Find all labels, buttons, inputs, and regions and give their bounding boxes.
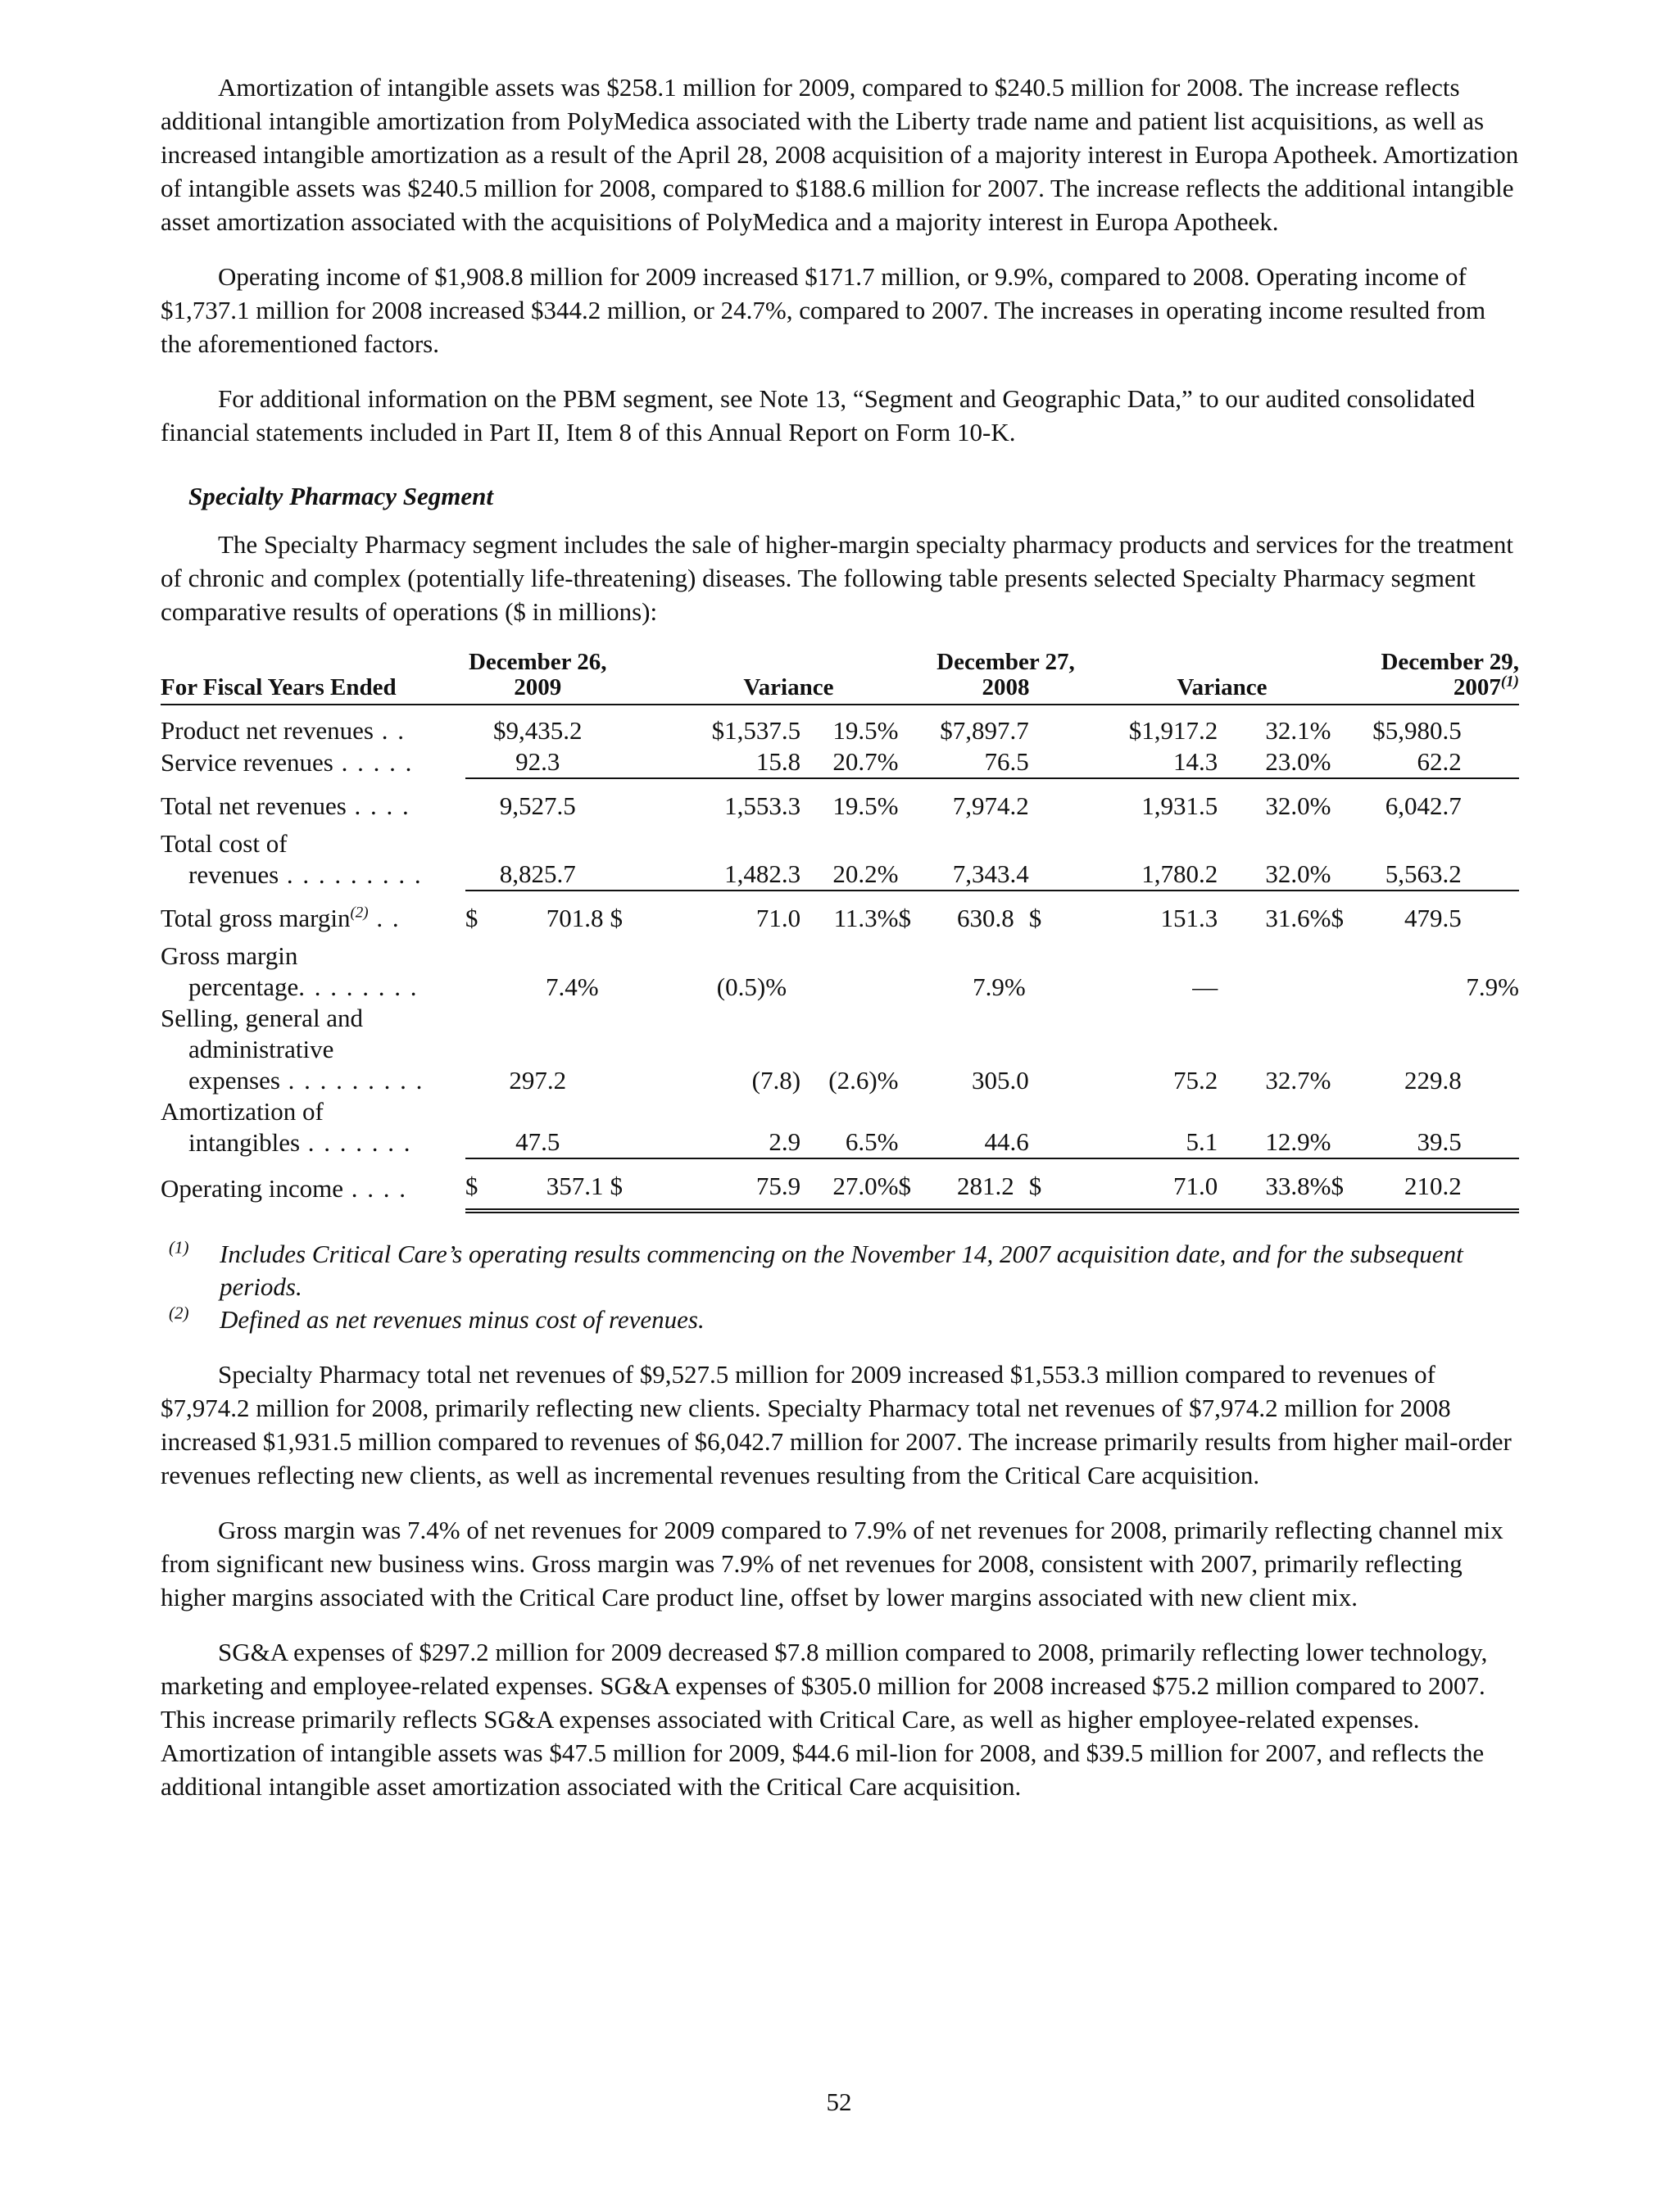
- gross-margin-footnote-ref: (2): [350, 904, 369, 922]
- variance2-amount: 1,931.5: [1141, 791, 1218, 820]
- paragraph-pbm-reference: For additional information on the PBM segment, see Note 13, “Segment and Geographic Data,” to our audited consolidated financial statements included in Part II, Item 8 of this Annual Report on Form 10-K.: [161, 384, 1476, 446]
- table-row-service-revenues: [161, 746, 1519, 778]
- variance2-amount: 5.1: [1029, 1096, 1218, 1158]
- paragraph-net-revenues: Specialty Pharmacy total net revenues of $9,527.5 million for 2009 increased $1,553.3 million compared to revenues of $7,974.2 million for 2008, primarily reflecting new clients. Specialty Pharmacy total net revenues of $7,974.2 million for 2008 increased $1,931.5 million compared to revenues of $6,042.7 million for 2007. The increase primarily results from higher mail-order revenues reflecting new clients, as well as incremental revenues resulting from the Critical Care acquisition.: [161, 1360, 1512, 1489]
- header-2009-line2: 2009: [465, 675, 610, 705]
- paragraph-sga-expenses: SG&A expenses of $297.2 million for 2009 decreased $7.8 million compared to 2008, primarily reflecting lower technology, marketing and employee-related expenses. SG&A expenses of $305.0 million for 2008 increased $75.2 million compared to 2007. This increase primarily reflects SG&A expenses associated with Critical Care, as well as higher employee-related expenses. Amortization of intangible assets was $47.5 million for 2009, $44.6 mil-lion for 2008, and $39.5 million for 2007, and reflects the additional intangible asset amortization associated with the Critical Care acquisition.: [161, 1638, 1488, 1801]
- value-2007: 7.9%: [1466, 972, 1519, 1001]
- variance2-amount: 71.0: [1113, 1158, 1218, 1211]
- value-2009: 297.2: [509, 1066, 567, 1095]
- dollar-sign: $: [1028, 904, 1042, 932]
- footnote-1: [161, 1238, 1519, 1303]
- page-number: 52: [826, 2087, 852, 2116]
- dollar-sign: $: [899, 1158, 921, 1211]
- header-2008-line1: December 27,: [937, 649, 1075, 675]
- table-header-row-2: [161, 675, 1519, 705]
- header-2007-footnote-ref: (1): [1500, 673, 1519, 691]
- footnote-2: [161, 1303, 1519, 1336]
- variance1-percent: 11.3%: [833, 904, 899, 932]
- value-2008: 7,343.4: [899, 828, 1029, 891]
- variance2-percent: 31.6%: [1265, 904, 1331, 932]
- specialty-pharmacy-results-table: [161, 650, 1519, 1213]
- table-row-sga-expenses: [161, 1003, 1519, 1096]
- value-2007: 6,042.7: [1385, 791, 1462, 820]
- header-variance-2: Variance: [1113, 675, 1331, 705]
- variance1-percent: 6.5%: [800, 1096, 898, 1158]
- row-label: Product net revenues . .: [161, 716, 406, 745]
- value-2009: 47.5: [465, 1096, 610, 1158]
- value-2009: 92.3: [465, 746, 610, 778]
- variance1-percent: 19.5%: [832, 791, 899, 820]
- variance1-amount: $1,537.5: [711, 716, 801, 745]
- value-2007: 210.2: [1354, 1158, 1462, 1211]
- value-2009: 357.1: [491, 1158, 610, 1211]
- variance2-amount: 75.2: [1172, 1066, 1218, 1095]
- table-row-gross-margin-percentage: [161, 941, 1519, 1003]
- footnote-1-mark: (1): [169, 1237, 189, 1258]
- variance1-percent: 19.5%: [832, 716, 899, 745]
- footnotes: [161, 1238, 1519, 1336]
- row-label: Gross margin percentage. . . . . . . .: [161, 941, 419, 1001]
- variance2-percent: 32.0%: [1265, 791, 1331, 820]
- variance1-amount: 1,553.3: [724, 791, 801, 820]
- value-2008: $7,897.7: [940, 716, 1029, 745]
- variance1-amount: (7.8): [751, 1066, 801, 1095]
- value-2007: 5,563.2: [1331, 828, 1461, 891]
- footnote-2-text: Defined as net revenues minus cost of revenues.: [220, 1305, 705, 1334]
- table-row-operating-income: [161, 1158, 1519, 1211]
- section-title: Specialty Pharmacy Segment: [188, 482, 493, 510]
- footnote-2-mark: (2): [169, 1303, 189, 1323]
- table-row-product-revenues: [161, 715, 1519, 746]
- value-2009: $9,435.2: [492, 716, 583, 745]
- dollar-sign: $: [465, 904, 478, 932]
- header-label: For Fiscal Years Ended: [161, 675, 465, 705]
- table-row-total-net-revenues: [161, 778, 1519, 828]
- variance2-percent: 32.0%: [1218, 828, 1331, 891]
- value-2008: 281.2: [921, 1158, 1029, 1211]
- header-2008-line2: 2008: [899, 675, 1113, 705]
- dollar-sign: $: [610, 904, 624, 932]
- value-2008: 76.5: [899, 746, 1029, 778]
- variance1-percent: (2.6)%: [828, 1066, 899, 1095]
- variance1-percent: 27.0%: [800, 1158, 898, 1211]
- variance2-amount: 1,780.2: [1029, 828, 1218, 891]
- dollar-sign: $: [1331, 904, 1344, 932]
- header-2007-line2: 2007: [1453, 674, 1501, 700]
- variance2-percent: 12.9%: [1218, 1096, 1331, 1158]
- value-2008: 305.0: [971, 1066, 1029, 1095]
- variance2-percent: 32.7%: [1265, 1066, 1331, 1095]
- variance2-amount: $1,917.2: [1128, 716, 1218, 745]
- row-label: Amortization of intangibles . . . . . . .: [161, 1097, 412, 1157]
- table-row-total-cost-of-revenues: [161, 828, 1519, 891]
- variance1-amount: 75.9: [678, 1158, 800, 1211]
- paragraph-gross-margin: Gross margin was 7.4% of net revenues for 2009 compared to 7.9% of net revenues for 2008, primarily reflecting channel mix from significant new business wins. Gross margin was 7.9% of net revenues for 2008, consistent with 2007, primarily reflecting higher margins associated with the Critical Care product line, offset by lower margins associated with new client mix.: [161, 1516, 1503, 1611]
- variance1-amount: (0.5)%: [716, 972, 787, 1001]
- row-label: Total net revenues . . . .: [161, 791, 410, 820]
- table-row-amortization: [161, 1096, 1519, 1158]
- dollar-sign: $: [465, 1158, 491, 1211]
- value-2008: 44.6: [899, 1096, 1029, 1158]
- value-2007: $5,980.5: [1372, 716, 1462, 745]
- value-2007: 62.2: [1331, 746, 1461, 778]
- paragraph-section-intro: The Specialty Pharmacy segment includes the sale of higher-margin specialty pharmacy products and services for the treatment of chronic and complex (potentially life-threatening) diseases. The following table presents selected Specialty Pharmacy segment comparative results of operations ($ in millions):: [161, 530, 1513, 626]
- value-2009: 701.8: [546, 904, 604, 932]
- variance1-amount: 15.8: [678, 746, 800, 778]
- variance1-percent: 20.7%: [800, 746, 898, 778]
- value-2009: 8,825.7: [465, 828, 610, 891]
- value-2008: 7,974.2: [952, 791, 1029, 820]
- value-2007: 479.5: [1404, 904, 1462, 932]
- variance2-percent: 33.8%: [1218, 1158, 1331, 1211]
- paragraph-operating-income: Operating income of $1,908.8 million for 2009 increased $171.7 million, or 9.9%, compared to 2008. Operating income of $1,737.1 million for 2008 increased $344.2 million, or 24.7%, compared to 2007. The increases in operating income resulted from the aforementioned factors.: [161, 262, 1486, 358]
- row-label: Operating income . . . .: [161, 1174, 407, 1203]
- header-variance-1: Variance: [678, 675, 898, 705]
- table-row-total-gross-margin: [161, 891, 1519, 941]
- variance1-percent: 20.2%: [800, 828, 898, 891]
- variance1-amount: 71.0: [755, 904, 801, 932]
- paragraph-amortization: Amortization of intangible assets was $258.1 million for 2009, compared to $240.5 million for 2008. The increase reflects additional intangible amortization from PolyMedica associated with the Liberty trade name and patient list acquisitions, as well as increased intangible amortization as a result of the April 28, 2008 acquisition of a majority interest in Europa Apotheek. Amortization of intangible assets was $240.5 million for 2008, compared to $188.6 million for 2007. The increase reflects the additional intangible asset amortization associated with the acquisitions of PolyMedica and a majority interest in Europa Apotheek.: [161, 73, 1519, 236]
- header-2009-line1: December 26,: [468, 649, 607, 675]
- row-label: Total cost of revenues . . . . . . . . .: [161, 829, 423, 889]
- dollar-sign: $: [610, 1158, 679, 1211]
- variance2-amount: 151.3: [1160, 904, 1218, 932]
- value-2008: 630.8: [956, 904, 1014, 932]
- variance2-percent: 32.1%: [1265, 716, 1331, 745]
- footnote-1-text: Includes Critical Care’s operating results commencing on the November 14, 2007 acquisition date, and for the subsequent periods.: [220, 1240, 1463, 1301]
- variance1-amount: 1,482.3: [678, 828, 800, 891]
- value-2008: 7.9%: [973, 972, 1026, 1001]
- dollar-sign: $: [1331, 1158, 1353, 1211]
- row-label: Total gross margin$^{(2)}$ . .: [161, 904, 401, 932]
- variance2-amount: —: [1192, 972, 1218, 1001]
- variance1-amount: 2.9: [678, 1096, 800, 1158]
- variance2-amount: 14.3: [1029, 746, 1218, 778]
- table-header-row-1: [161, 650, 1519, 675]
- variance2-percent: 23.0%: [1218, 746, 1331, 778]
- value-2007: 39.5: [1331, 1096, 1461, 1158]
- dollar-sign: $: [898, 904, 911, 932]
- row-label: Selling, general and administrative expenses . . . . . . . . .: [161, 1004, 424, 1095]
- header-2007-cell: [1331, 675, 1519, 705]
- value-2009: 9,527.5: [499, 791, 576, 820]
- header-2007-line1: December 29,: [1381, 649, 1519, 675]
- document-page: [161, 70, 1519, 1824]
- value-2009: 7.4%: [545, 972, 599, 1001]
- row-label: Service revenues . . . . .: [161, 748, 414, 777]
- dollar-sign: $: [1029, 1158, 1113, 1211]
- value-2007: 229.8: [1404, 1066, 1462, 1095]
